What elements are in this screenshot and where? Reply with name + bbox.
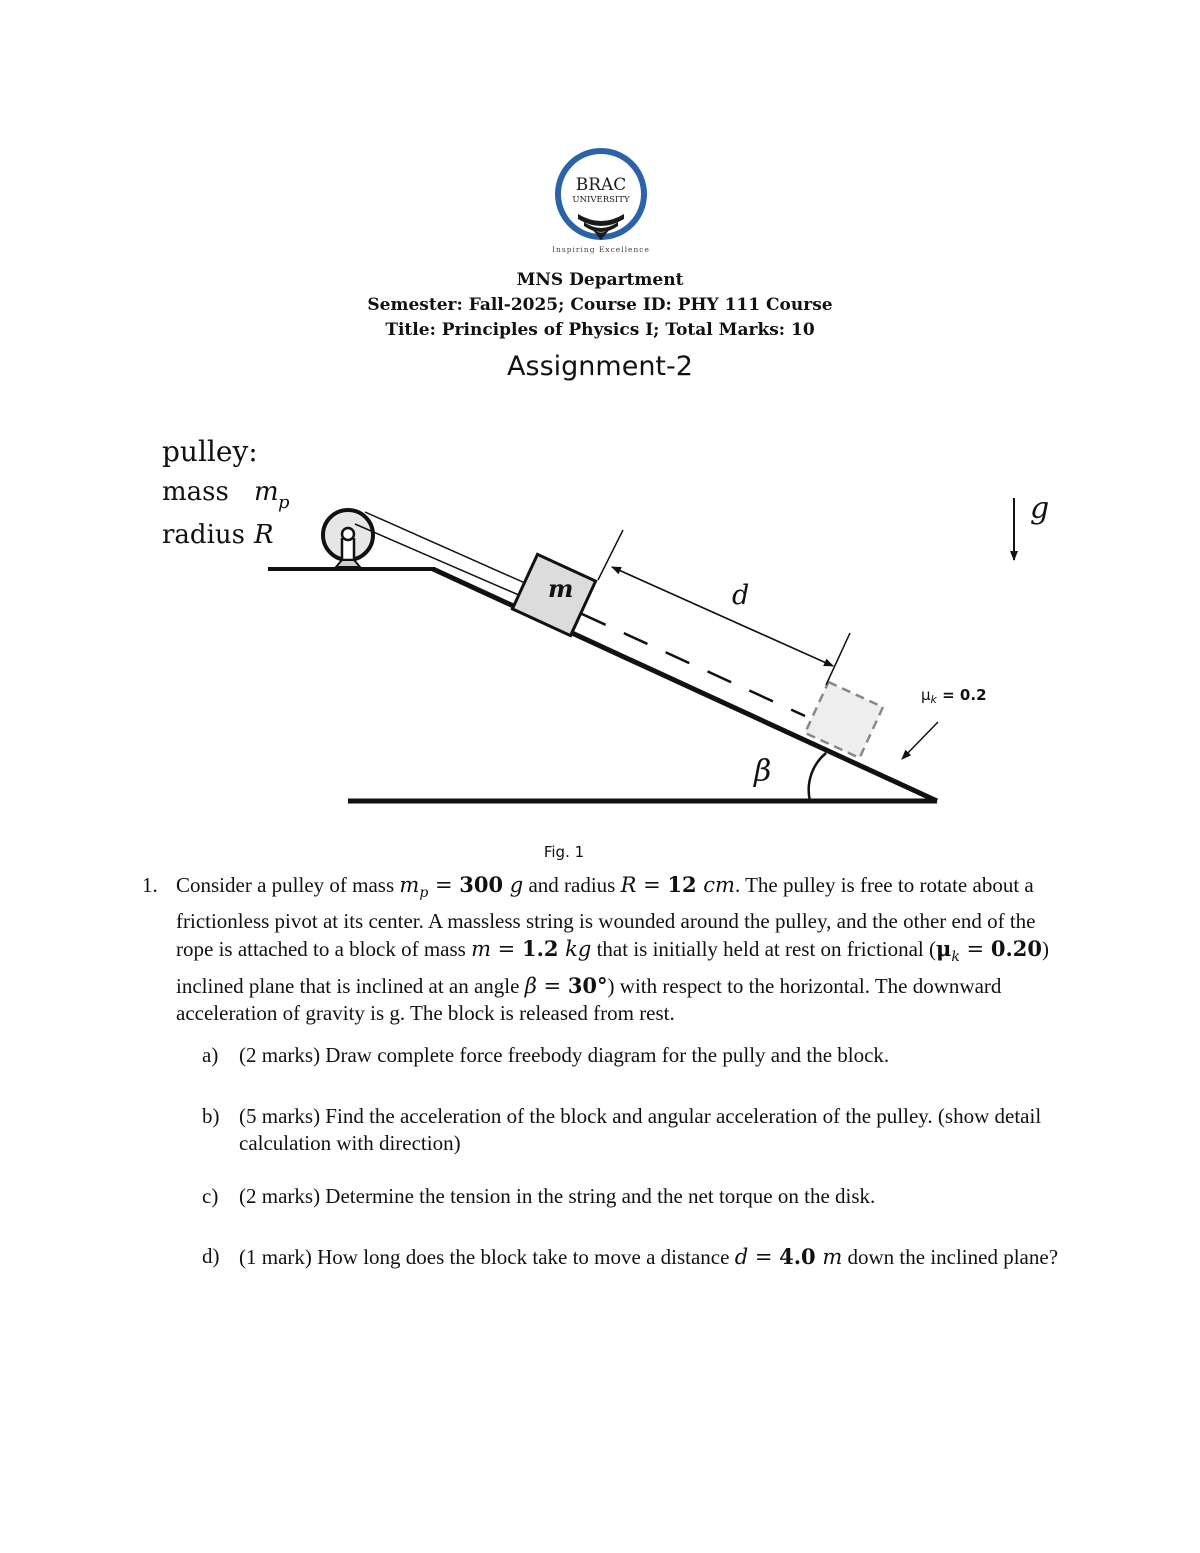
mass-subscript: p (278, 492, 290, 513)
logo-line1: BRAC (575, 175, 627, 195)
incline-pulley-figure (150, 428, 1070, 818)
block-label: m (548, 574, 574, 603)
radius-label: radius (162, 520, 245, 550)
angle-arc (809, 753, 826, 801)
distance-tick-end (826, 633, 850, 685)
department-line: MNS Department (516, 270, 684, 290)
part-d-text: (1 mark) How long does the block take to move a distance d = 4.0 m down the inclined plane? (239, 1244, 1059, 1269)
brac-university-logo (548, 148, 654, 260)
part-c-text: (2 marks) Determine the tension in the string and the net torque on the disk. (239, 1184, 876, 1208)
gravity-label: g (1030, 491, 1050, 526)
incline-surface (433, 569, 937, 801)
question-text: Consider a pulley of mass $m_p = 300$ g and radius R = 12 cm. The pulley is free to rotate about a frictionless pivot at its center. A massless string is wounded around the pulley, and the other end of the rope is attached to a block of mass m = 1.2 kg that is initially held at rest on frictional $(\mu_k = 0.20)$ inclined plane that is inclined at an angle β = 30°) with respect to the horizontal. The downward acceleration of gravity is g. The block is released from rest. (176, 872, 1049, 1026)
question-number: 1. (142, 873, 158, 897)
friction-arrow (902, 722, 938, 759)
pulley-label: pulley: (162, 435, 258, 468)
part-c-label: c) (202, 1184, 219, 1208)
friction-label: $\mu_k = 0.2$ (921, 686, 987, 706)
pulley (323, 510, 373, 567)
radius-symbol: R (254, 520, 274, 550)
part-a-text: (2 marks) Draw complete force freebody diagram for the pully and the block. (239, 1043, 890, 1067)
angle-label: β (754, 754, 772, 789)
part-b-text: (5 marks) Find the acceleration of the block and angular acceleration of the pulley. (show detail calculation with direction) (239, 1104, 1042, 1155)
part-a-label: a) (202, 1043, 219, 1067)
assignment-title: Assignment-2 (507, 351, 693, 382)
logo-tagline: Inspiring Excellence (552, 245, 650, 254)
title-line: Title: Principles of Physics I; Total Marks: 10 (385, 320, 815, 340)
distance-label: d (732, 580, 750, 611)
travel-path (582, 614, 805, 716)
document-header (0, 268, 1200, 343)
mass-symbol: m (254, 477, 279, 507)
distance-tick-start (598, 530, 623, 580)
mass-label: mass (162, 477, 229, 507)
part-d-label: d) (202, 1244, 220, 1268)
part-b-label: b) (202, 1104, 220, 1128)
logo-line2: UNIVERSITY (572, 195, 630, 205)
figure-caption: Fig. 1 (543, 843, 585, 861)
semester-line: Semester: Fall-2025; Course ID: PHY 111 Course (367, 295, 833, 315)
